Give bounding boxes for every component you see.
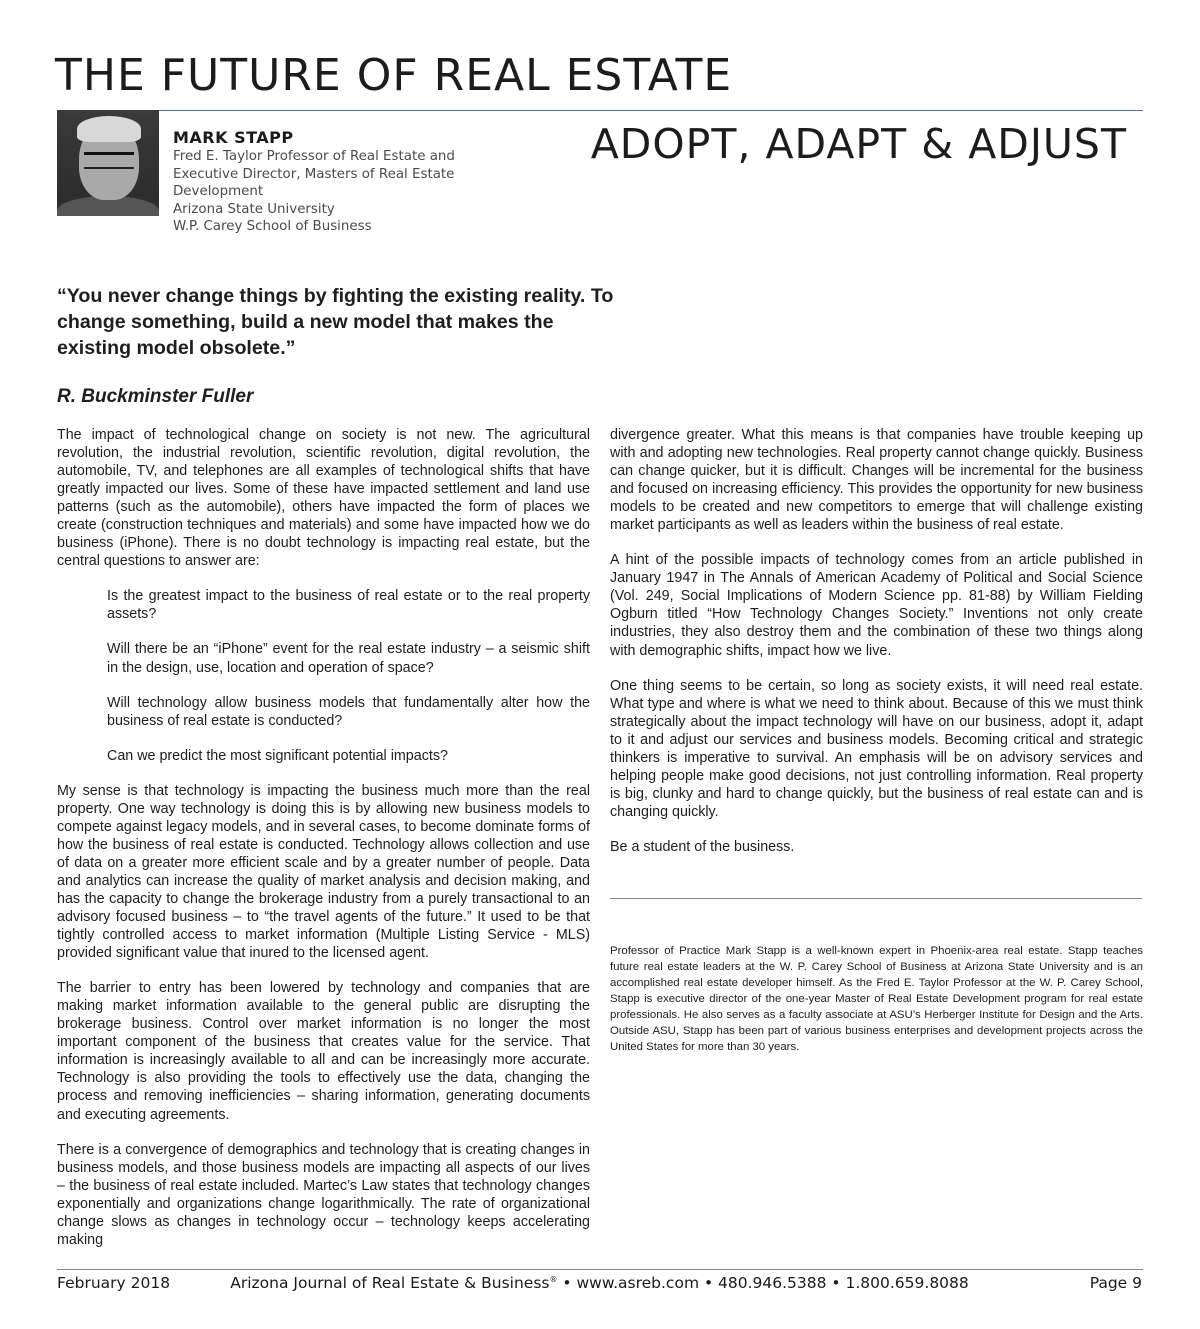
author-photo xyxy=(57,110,159,216)
bio-divider xyxy=(610,898,1142,899)
body-paragraph: The barrier to entry has been lowered by technology and companies that are making market information available to the general public are disrupting the brokerage business. Control over market information is no longer the most important component of the business that creates value for the service. That information is increasingly available to all and can be increasingly more accurate. Technology is also providing the tools to effectively use the data, changing the process and removing inefficiencies – sharing information, generating documents and executing agreements. xyxy=(57,980,590,1123)
page-number: Page 9 xyxy=(1089,1274,1142,1292)
article-column-left xyxy=(57,426,590,1266)
page-title: THE FUTURE OF REAL ESTATE xyxy=(55,50,733,101)
author-name: MARK STAPP xyxy=(173,128,294,147)
title-divider xyxy=(57,110,1143,111)
body-paragraph: divergence greater. What this means is that companies have trouble keeping up with and adopting new technologies. Real property cannot change quickly. Business can change quicker, but it is difficult. Changes will be incremental for the business and focused on increasing efficiency. This provides the opportunity for new business models to be created and new competitors to emerge that will challenge existing market participants as well as leaders within the business of real estate. xyxy=(610,427,1143,534)
author-school: W.P. Carey School of Business xyxy=(173,219,372,234)
body-paragraph: One thing seems to be certain, so long as society exists, it will need real estate. What type and where is what we need to think about. Because of this we must think strategically about the impact technology will have on our business, adopt it, adapt to it and adjust our services and business models. Becoming critical and strategic thinkers is imperative to survival. An emphasis will be on advisory services and helping people make good decisions, not just controlling information. Real property is big, clunky and hard to change quickly, but the business of real estate can and is changing quickly. xyxy=(610,677,1143,820)
author-title-line: Fred E. Taylor Professor of Real Estate and xyxy=(173,149,455,164)
author-title-line: Development xyxy=(173,184,264,199)
body-paragraph: There is a convergence of demographics and technology that is creating changes in business models, and those business models are impacting all aspects of our lives – the business of real estate included. Martec’s Law states that technology changes exponentially and organizations change logarithmically. The rate of organizational change slows as changes in technology occur – technology keeps accelerating making xyxy=(57,1141,590,1248)
question-item: Is the greatest impact to the business of real estate or to the real property assets? xyxy=(107,588,590,623)
question-item: Can we predict the most significant potential impacts? xyxy=(107,747,448,764)
body-paragraph: A hint of the possible impacts of technology comes from an article published in January 1947 in The Annals of American Academy of Political and Social Science (Vol. 249, Social Implications of Modern Science pp. 81-88) by William Fielding Ogburn titled “How Technology Changes Society.” Inventions not only create industries, they also destroy them and the combination of these two things along with demographic shifts, impact how we live. xyxy=(610,552,1143,659)
footer-divider xyxy=(57,1269,1143,1270)
pull-quote: “You never change things by fighting the existing reality. To change something, build a new model that makes the existing model obsolete.” xyxy=(57,285,614,359)
photo-glasses xyxy=(84,152,134,169)
footer-contact: • www.asreb.com • 480.946.5388 • 1.800.659.8088 xyxy=(562,1274,969,1292)
question-item: Will there be an “iPhone” event for the real estate industry – a seismic shift in the design, use, location and operation of space? xyxy=(107,641,590,676)
page-footer xyxy=(57,1274,1142,1296)
body-paragraph: My sense is that technology is impacting the business much more than the real property. One way technology is doing this is by allowing new business models to compete against legacy models, and in several cases, to become dominate forms of how the business of real estate is conducted. Technology allows collection and use of data on a greater more efficient scale and by a greater number of people. Data and analytics can increase the quality of market analysis and decision making, and has the capacity to change the brokerage industry from a purely transactional to an advisory focused business – to “the travel agents of the future.” It used to be that tightly controlled access to market information (Multiple Listing Service - MLS) provided significant value that inured to the licensed agent. xyxy=(57,782,590,962)
question-item: Will technology allow business models that fundamentally alter how the business of real estate is conducted? xyxy=(107,694,590,729)
footer-publication-info xyxy=(57,1274,1142,1292)
body-paragraph: The impact of technological change on society is not new. The agricultural revolution, the industrial revolution, scientific revolution, digital revolution, the automobile, TV, and telephones are all examples of technological shifts that have greatly impacted our lives. Some of these have impacted settlement and land use patterns (such as the automobile), others have impacted the form of places we create (construction techniques and materials) and some have impacted how we do business (iPhone). There is no doubt technology is impacting real estate, but the central questions to answer are: xyxy=(57,427,590,570)
registered-mark: ® xyxy=(549,1274,558,1284)
author-university: Arizona State University xyxy=(173,201,335,217)
author-bio: Professor of Practice Mark Stapp is a well-known expert in Phoenix-area real estate. Stapp teaches future real estate leaders at the W. P. Carey School of Business at Arizona State University and is an accomplished real estate developer himself. As the Fred E. Taylor Professor at the W. P. Carey School, Stapp is executive director of the one-year Master of Real Estate Development program for real estate professionals. He also serves as a faculty associate at ASU’s Herberger Institute for Design and the Arts. Outside ASU, Stapp has been part of various business enterprises and development projects across the United States for more than 30 years. xyxy=(610,945,1143,1053)
body-paragraph: Be a student of the business. xyxy=(610,838,795,855)
article-column-right xyxy=(610,426,1143,873)
footer-date: February 2018 xyxy=(57,1274,171,1292)
author-title-line: Executive Director, Masters of Real Estate xyxy=(173,166,455,182)
article-title: ADOPT, ADAPT & ADJUST xyxy=(590,120,1127,168)
photo-hair xyxy=(77,116,141,142)
publication-name: Arizona Journal of Real Estate & Business xyxy=(230,1274,550,1292)
author-info xyxy=(173,128,493,236)
quote-attribution: R. Buckminster Fuller xyxy=(57,386,254,407)
